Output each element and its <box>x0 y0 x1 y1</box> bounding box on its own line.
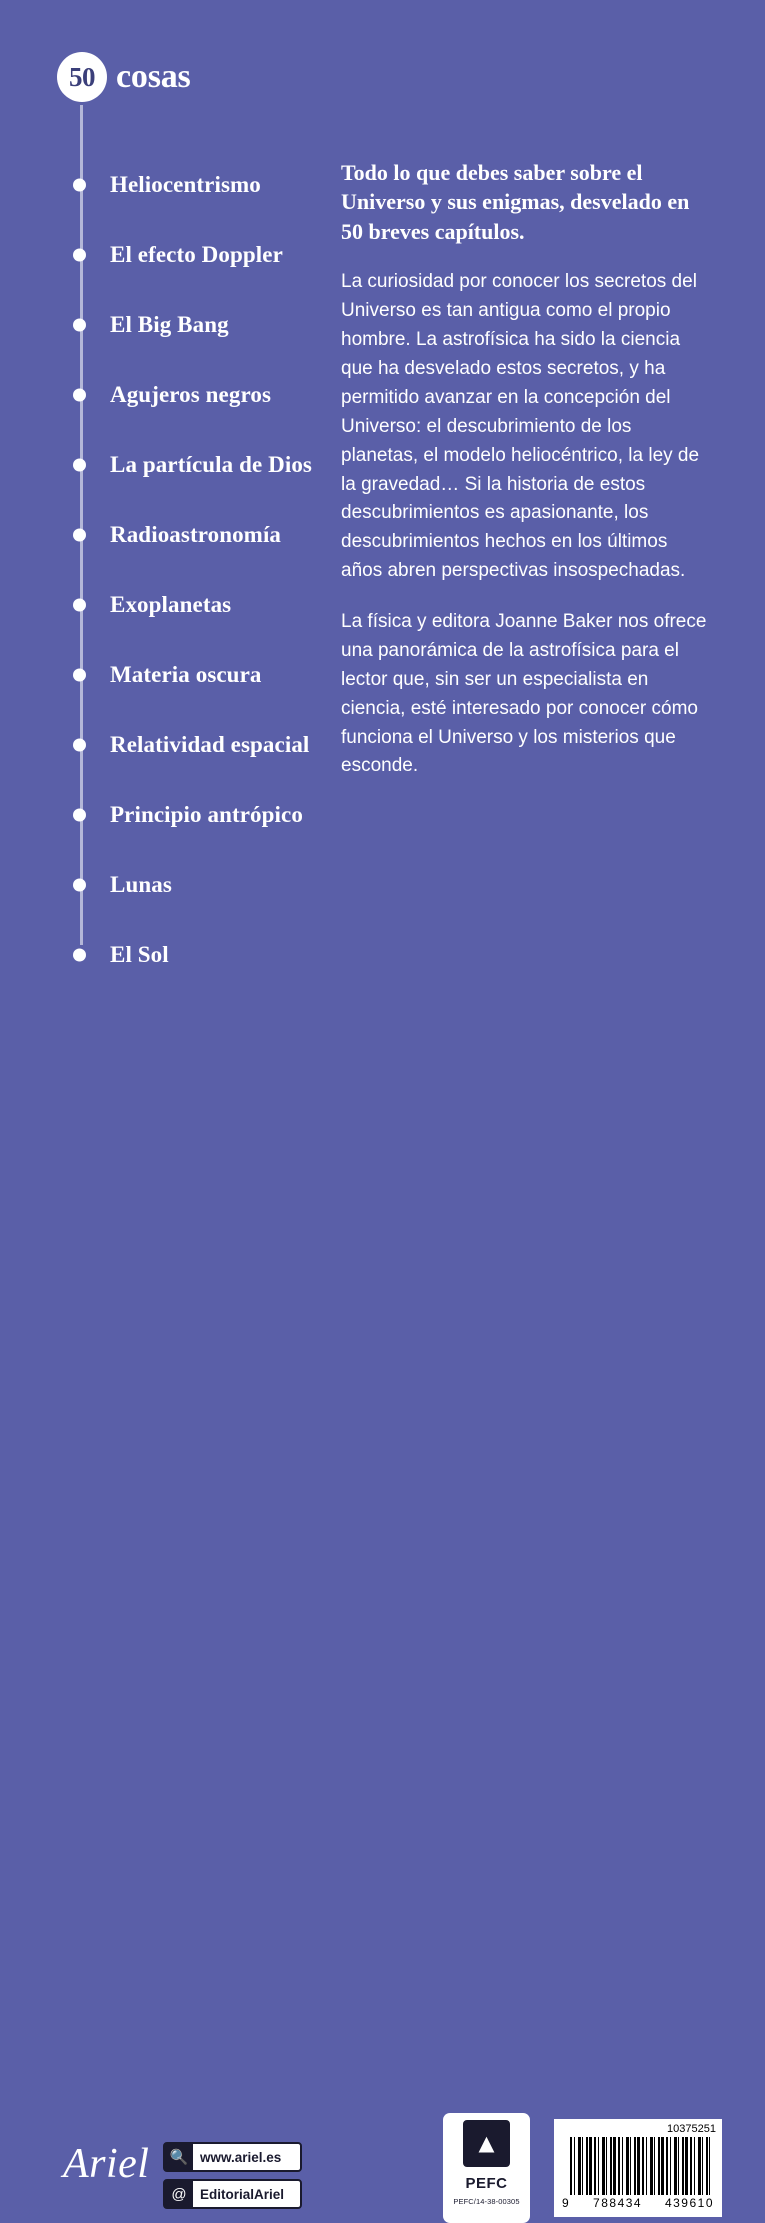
barcode-bars <box>570 2137 710 2195</box>
list-item <box>57 780 347 850</box>
blurb-lead: Todo lo que debes saber sobre el Universo y sus enigmas, desvelado en 50 breves capítulos. <box>341 160 690 244</box>
bullet-dot-icon <box>73 949 86 962</box>
topic-list <box>57 150 347 990</box>
bullet-dot-icon <box>73 669 86 682</box>
topic-label: El Sol <box>110 942 169 967</box>
topic-label: El efecto Doppler <box>110 242 283 267</box>
pefc-label: PEFC <box>465 2175 508 2192</box>
website-badge[interactable] <box>163 2142 302 2172</box>
bullet-dot-icon <box>73 529 86 542</box>
topic-label: El Big Bang <box>110 312 229 337</box>
pefc-certification-mark <box>443 2113 530 2223</box>
series-number-badge: 50 <box>57 52 107 102</box>
bullet-dot-icon <box>73 389 86 402</box>
topic-label: Materia oscura <box>110 662 262 687</box>
list-item <box>57 640 347 710</box>
list-item <box>57 220 347 290</box>
series-logo <box>57 52 191 102</box>
topic-label: La partícula de Dios <box>110 452 312 477</box>
list-item <box>57 570 347 640</box>
social-label: EditorialAriel <box>200 2186 285 2202</box>
barcode <box>554 2119 722 2217</box>
topic-label: Principio antrópico <box>110 802 303 827</box>
topic-label: Exoplanetas <box>110 592 232 617</box>
topic-label: Heliocentrismo <box>110 172 261 197</box>
barcode-digit-group-1: 788434 <box>593 2196 643 2211</box>
topic-label: Radioastronomía <box>110 522 282 547</box>
at-icon: @ <box>165 2181 193 2207</box>
list-item <box>57 920 347 990</box>
topic-label: Agujeros negros <box>110 382 272 407</box>
barcode-digit-left: 9 <box>562 2196 571 2211</box>
social-badge[interactable] <box>163 2179 302 2209</box>
list-item <box>57 430 347 500</box>
barcode-top-number: 10375251 <box>667 2123 716 2135</box>
blurb-paragraph: La curiosidad por conocer los secretos del Universo es tan antigua como el propio hombre. La astrofísica ha sido la ciencia que ha desvelado estos secretos, y ha permitido avanzar en la concepción del Universo: el descubrimiento de los planetas, el modelo heliocéntrico, la ley de la gravedad… Si la historia de estos descubrimientos es apasionante, los descubrimientos hechos en los últimos años abren perspectivas insospechadas. <box>341 271 700 582</box>
barcode-digits <box>560 2195 716 2210</box>
list-item <box>57 360 347 430</box>
list-item <box>57 500 347 570</box>
footer <box>0 1055 765 2211</box>
bullet-dot-icon <box>73 739 86 752</box>
publisher-logo: Ariel <box>63 2141 150 2187</box>
list-item <box>57 290 347 360</box>
pefc-code: PEFC/14-38-00305 <box>453 2197 520 2206</box>
website-label: www.ariel.es <box>200 2149 282 2165</box>
list-item <box>57 150 347 220</box>
blurb-column <box>341 158 709 781</box>
bullet-dot-icon <box>73 879 86 892</box>
bullet-dot-icon <box>73 319 86 332</box>
bullet-dot-icon <box>73 809 86 822</box>
series-word: cosas <box>116 58 191 95</box>
blurb-paragraph: La física y editora Joanne Baker nos ofrece una panorámica de la astrofísica para el lector que, sin ser un especialista en ciencia, esté interesado por conocer cómo funciona el Universo y los misterios que esconde. <box>341 611 707 777</box>
bullet-dot-icon <box>73 179 86 192</box>
barcode-digit-group-2: 439610 <box>664 2196 714 2211</box>
topic-label: Relatividad espacial <box>110 732 310 757</box>
search-icon: 🔍 <box>165 2144 193 2170</box>
topic-label: Lunas <box>110 872 172 897</box>
bullet-dot-icon <box>73 599 86 612</box>
tree-icon <box>463 2120 510 2167</box>
bullet-dot-icon <box>73 249 86 262</box>
list-item <box>57 710 347 780</box>
tree-glyph: ▲ <box>473 2128 500 2158</box>
bullet-dot-icon <box>73 459 86 472</box>
list-item <box>57 850 347 920</box>
